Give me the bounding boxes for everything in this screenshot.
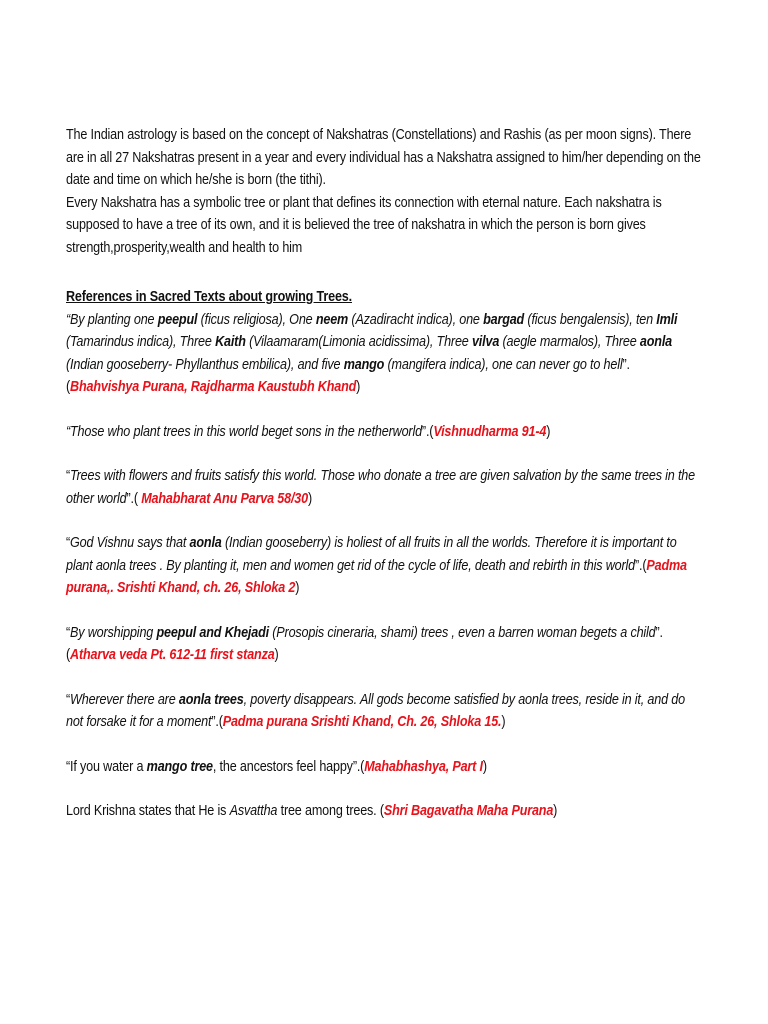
- reference-citation: Bhahvishya Purana, Rajdharma Kaustubh Khand: [70, 378, 357, 395]
- reference-citation: Padma purana,. Srishti Khand, ch. 26, Shloka 2: [66, 556, 687, 596]
- quote-krishna: [66, 800, 704, 823]
- spacer: [66, 667, 704, 689]
- spacer: [66, 600, 704, 622]
- reference-citation: Atharva veda Pt. 612-11 first stanza: [70, 646, 275, 663]
- quote-punct: “: [66, 623, 71, 641]
- quote-text: (aegle marmalos), Three: [499, 333, 640, 350]
- reference-citation: Padma purana Srishti Khand, Ch. 26, Shloka 15.: [222, 713, 502, 730]
- quote-punct: ”.(: [421, 422, 434, 440]
- quote-text: “By planting one: [66, 310, 158, 328]
- quote-punct: ”.(: [66, 623, 663, 663]
- quote-text: God Vishnu says that: [70, 534, 190, 551]
- quote-bhavishya: [66, 309, 704, 399]
- quote-text: (ficus bengalensis), ten: [524, 310, 657, 328]
- reference-citation: Vishnudharma 91-4: [433, 422, 547, 440]
- intro-paragraph-2: Every Nakshatra has a symbolic tree or plant that defines its connection with eternal nature. Each nakshatra is supposed to have a tree of its own, and it is believed the tree of nakshatra in which the person is born gives strength,prosperity,wealth and health to him: [66, 193, 662, 256]
- tree-name: aonla trees: [178, 690, 244, 708]
- quote-punct: “: [66, 690, 71, 708]
- reference-citation: Mahabharat Anu Parva 58/30: [141, 489, 308, 507]
- spacer: [66, 734, 704, 756]
- tree-name: mango: [343, 355, 385, 373]
- quote-mahabharat: [66, 465, 704, 510]
- quote-text: , poverty disappears. All gods become satisfied by aonla trees, reside in it, and do not forsake it for a moment: [66, 690, 685, 730]
- quote-punct: ): [501, 713, 506, 730]
- reference-citation: Mahabhashya, Part I: [364, 757, 483, 775]
- quote-punct: ): [274, 646, 279, 663]
- quote-padma-2: [66, 689, 704, 734]
- spacer: [66, 259, 704, 286]
- quote-text: “Those who plant trees in this world beget sons in the netherworld: [66, 422, 422, 440]
- tree-name: mango tree: [146, 757, 213, 775]
- quote-punct: ): [553, 802, 558, 819]
- section-heading: References in Sacred Texts about growing Trees.: [66, 288, 352, 305]
- tree-name: aonla: [189, 534, 222, 551]
- spacer: [66, 510, 704, 532]
- quote-padma-1: [66, 532, 704, 600]
- tree-name: Imli: [656, 310, 678, 328]
- quote-mahabhashya: [66, 756, 704, 779]
- quote-text: Wherever there are: [70, 690, 179, 708]
- quote-text: (mangifera indica), one can never go to hell: [384, 355, 623, 373]
- quote-text: (Vilaamaram(Limonia acidissima), Three: [245, 333, 472, 350]
- spacer: [66, 443, 704, 465]
- quote-text: Trees with flowers and fruits satisfy this world. Those who donate a tree are given salvation by the same trees in the other world: [66, 467, 695, 507]
- intro-paragraph-1: The Indian astrology is based on the concept of Nakshatras (Constellations) and Rashis (as per moon signs). There are in all 27 Nakshatras present in a year and every individual has a Nakshatra assigned to him/her depending on the date and time on which he/she is born (the tithi).: [66, 126, 701, 188]
- quote-text: Lord Krishna states that He is: [66, 802, 230, 819]
- quote-text: tree among trees. (: [277, 802, 384, 819]
- quote-vishnudharma: [66, 421, 704, 444]
- quote-text: (Prosopis cineraria, shami) trees , even a barren woman begets a child: [268, 623, 656, 641]
- reference-citation: Shri Bagavatha Maha Purana: [383, 802, 554, 819]
- quote-punct: ): [356, 378, 361, 395]
- spacer: [66, 778, 704, 800]
- tree-name: peepul: [157, 310, 198, 328]
- quote-text: (Tamarindus indica), Three: [66, 333, 216, 350]
- tree-name: bargad: [483, 310, 525, 328]
- tree-name: Asvattha: [229, 802, 278, 819]
- tree-name: aonla: [639, 333, 672, 350]
- quote-atharva: [66, 622, 704, 667]
- quote-text: By worshipping: [70, 623, 157, 641]
- quote-punct: ”.(: [211, 713, 223, 730]
- document-body: [66, 124, 704, 823]
- quote-text: (ficus religiosa), One: [197, 310, 316, 328]
- quote-punct: ”. (: [66, 355, 630, 395]
- quote-text: (Indian gooseberry- Phyllanthus embilica), and five: [66, 355, 344, 373]
- tree-name: peepul and Khejadi: [156, 623, 269, 641]
- tree-name: Kaith: [215, 333, 246, 350]
- quote-punct: “: [66, 467, 71, 484]
- tree-name: neem: [315, 310, 349, 328]
- quote-punct: ”.(: [634, 556, 647, 574]
- quote-punct: ): [307, 489, 312, 507]
- quote-punct: ): [482, 757, 487, 775]
- spacer: [66, 399, 704, 421]
- quote-punct: ”.(: [126, 489, 142, 507]
- tree-name: vilva: [471, 333, 500, 350]
- quote-text: “If you water a: [66, 757, 147, 775]
- quote-text: (Indian gooseberry) is holiest of all fruits in all the worlds. Therefore it is important to plant aonla trees . By planting it, men and women get rid of the cycle of life, death and rebirth in this world: [66, 534, 677, 574]
- quote-punct: “: [66, 534, 71, 551]
- quote-text: (Azadiracht indica), one: [348, 310, 484, 328]
- quote-text: , the ancestors feel happy”.(: [212, 757, 365, 775]
- quote-punct: ): [546, 422, 551, 440]
- quote-punct: ): [295, 579, 300, 596]
